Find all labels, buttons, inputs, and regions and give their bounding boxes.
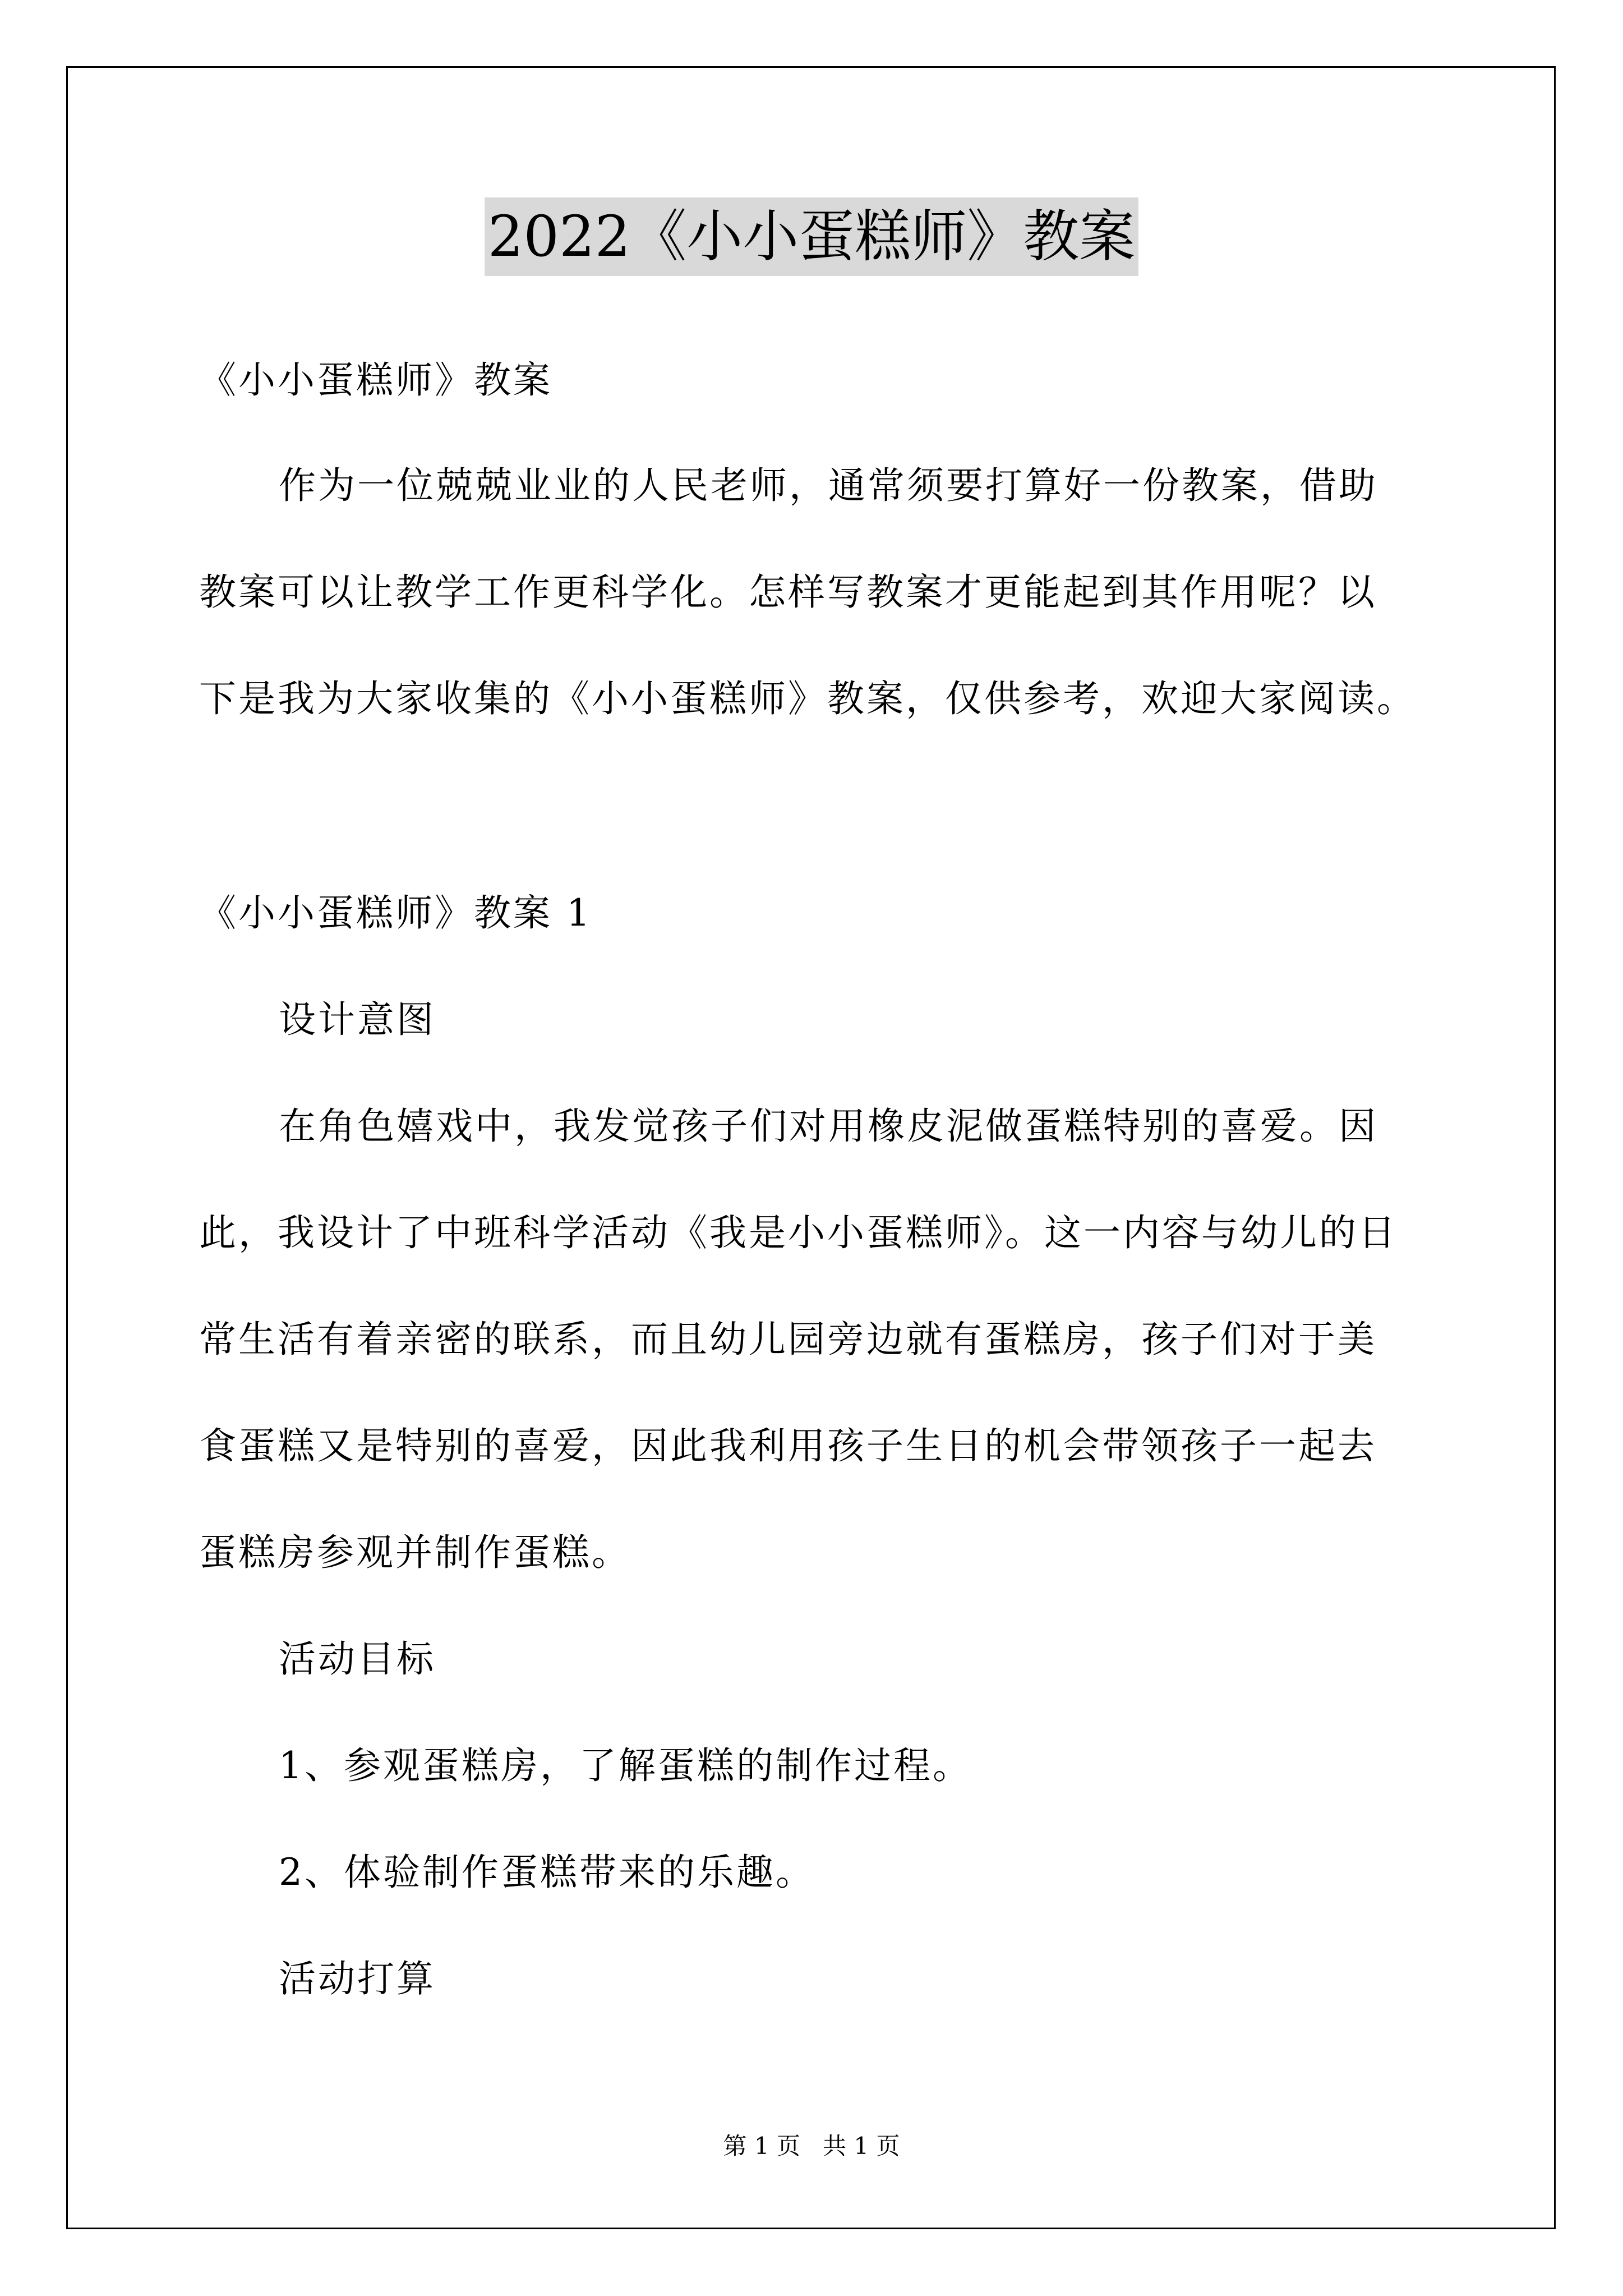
goal-item-1: 1、参观蛋糕房，了解蛋糕的制作过程。 bbox=[279, 1744, 972, 1787]
goal-item-2: 2、体验制作蛋糕带来的乐趣。 bbox=[279, 1851, 815, 1894]
document-title: 2022《小小蛋糕师》教案 bbox=[485, 197, 1139, 276]
goals-heading: 活动目标 bbox=[279, 1637, 436, 1681]
prep-heading: 活动打算 bbox=[279, 1957, 436, 2000]
intro-line-3: 下是我为大家收集的《小小蛋糕师》教案，仅供参考，欢迎大家阅读。 bbox=[199, 677, 1416, 720]
design-line-4: 食蛋糕又是特别的喜爱，因此我利用孩子生日的机会带领孩子一起去 bbox=[199, 1424, 1377, 1467]
design-heading: 设计意图 bbox=[279, 998, 436, 1041]
title-container bbox=[0, 197, 1623, 276]
page-footer: 第 1 页 共 1 页 bbox=[723, 2132, 900, 2160]
intro-line-2: 教案可以让教学工作更科学化。怎样写教案才更能起到其作用呢？以 bbox=[199, 570, 1377, 614]
intro-line-1: 作为一位兢兢业业的人民老师，通常须要打算好一份教案，借助 bbox=[279, 464, 1378, 507]
design-line-2: 此，我设计了中班科学活动《我是小小蛋糕师》。这一内容与幼儿的日 bbox=[199, 1211, 1398, 1254]
design-line-1: 在角色嬉戏中，我发觉孩子们对用橡皮泥做蛋糕特别的喜爱。因 bbox=[279, 1105, 1378, 1148]
design-line-3: 常生活有着亲密的联系，而且幼儿园旁边就有蛋糕房，孩子们对于美 bbox=[199, 1318, 1377, 1361]
section-title: 《小小蛋糕师》教案 1 bbox=[199, 891, 592, 935]
subtitle: 《小小蛋糕师》教案 bbox=[199, 358, 552, 402]
design-line-5: 蛋糕房参观并制作蛋糕。 bbox=[199, 1531, 631, 1574]
